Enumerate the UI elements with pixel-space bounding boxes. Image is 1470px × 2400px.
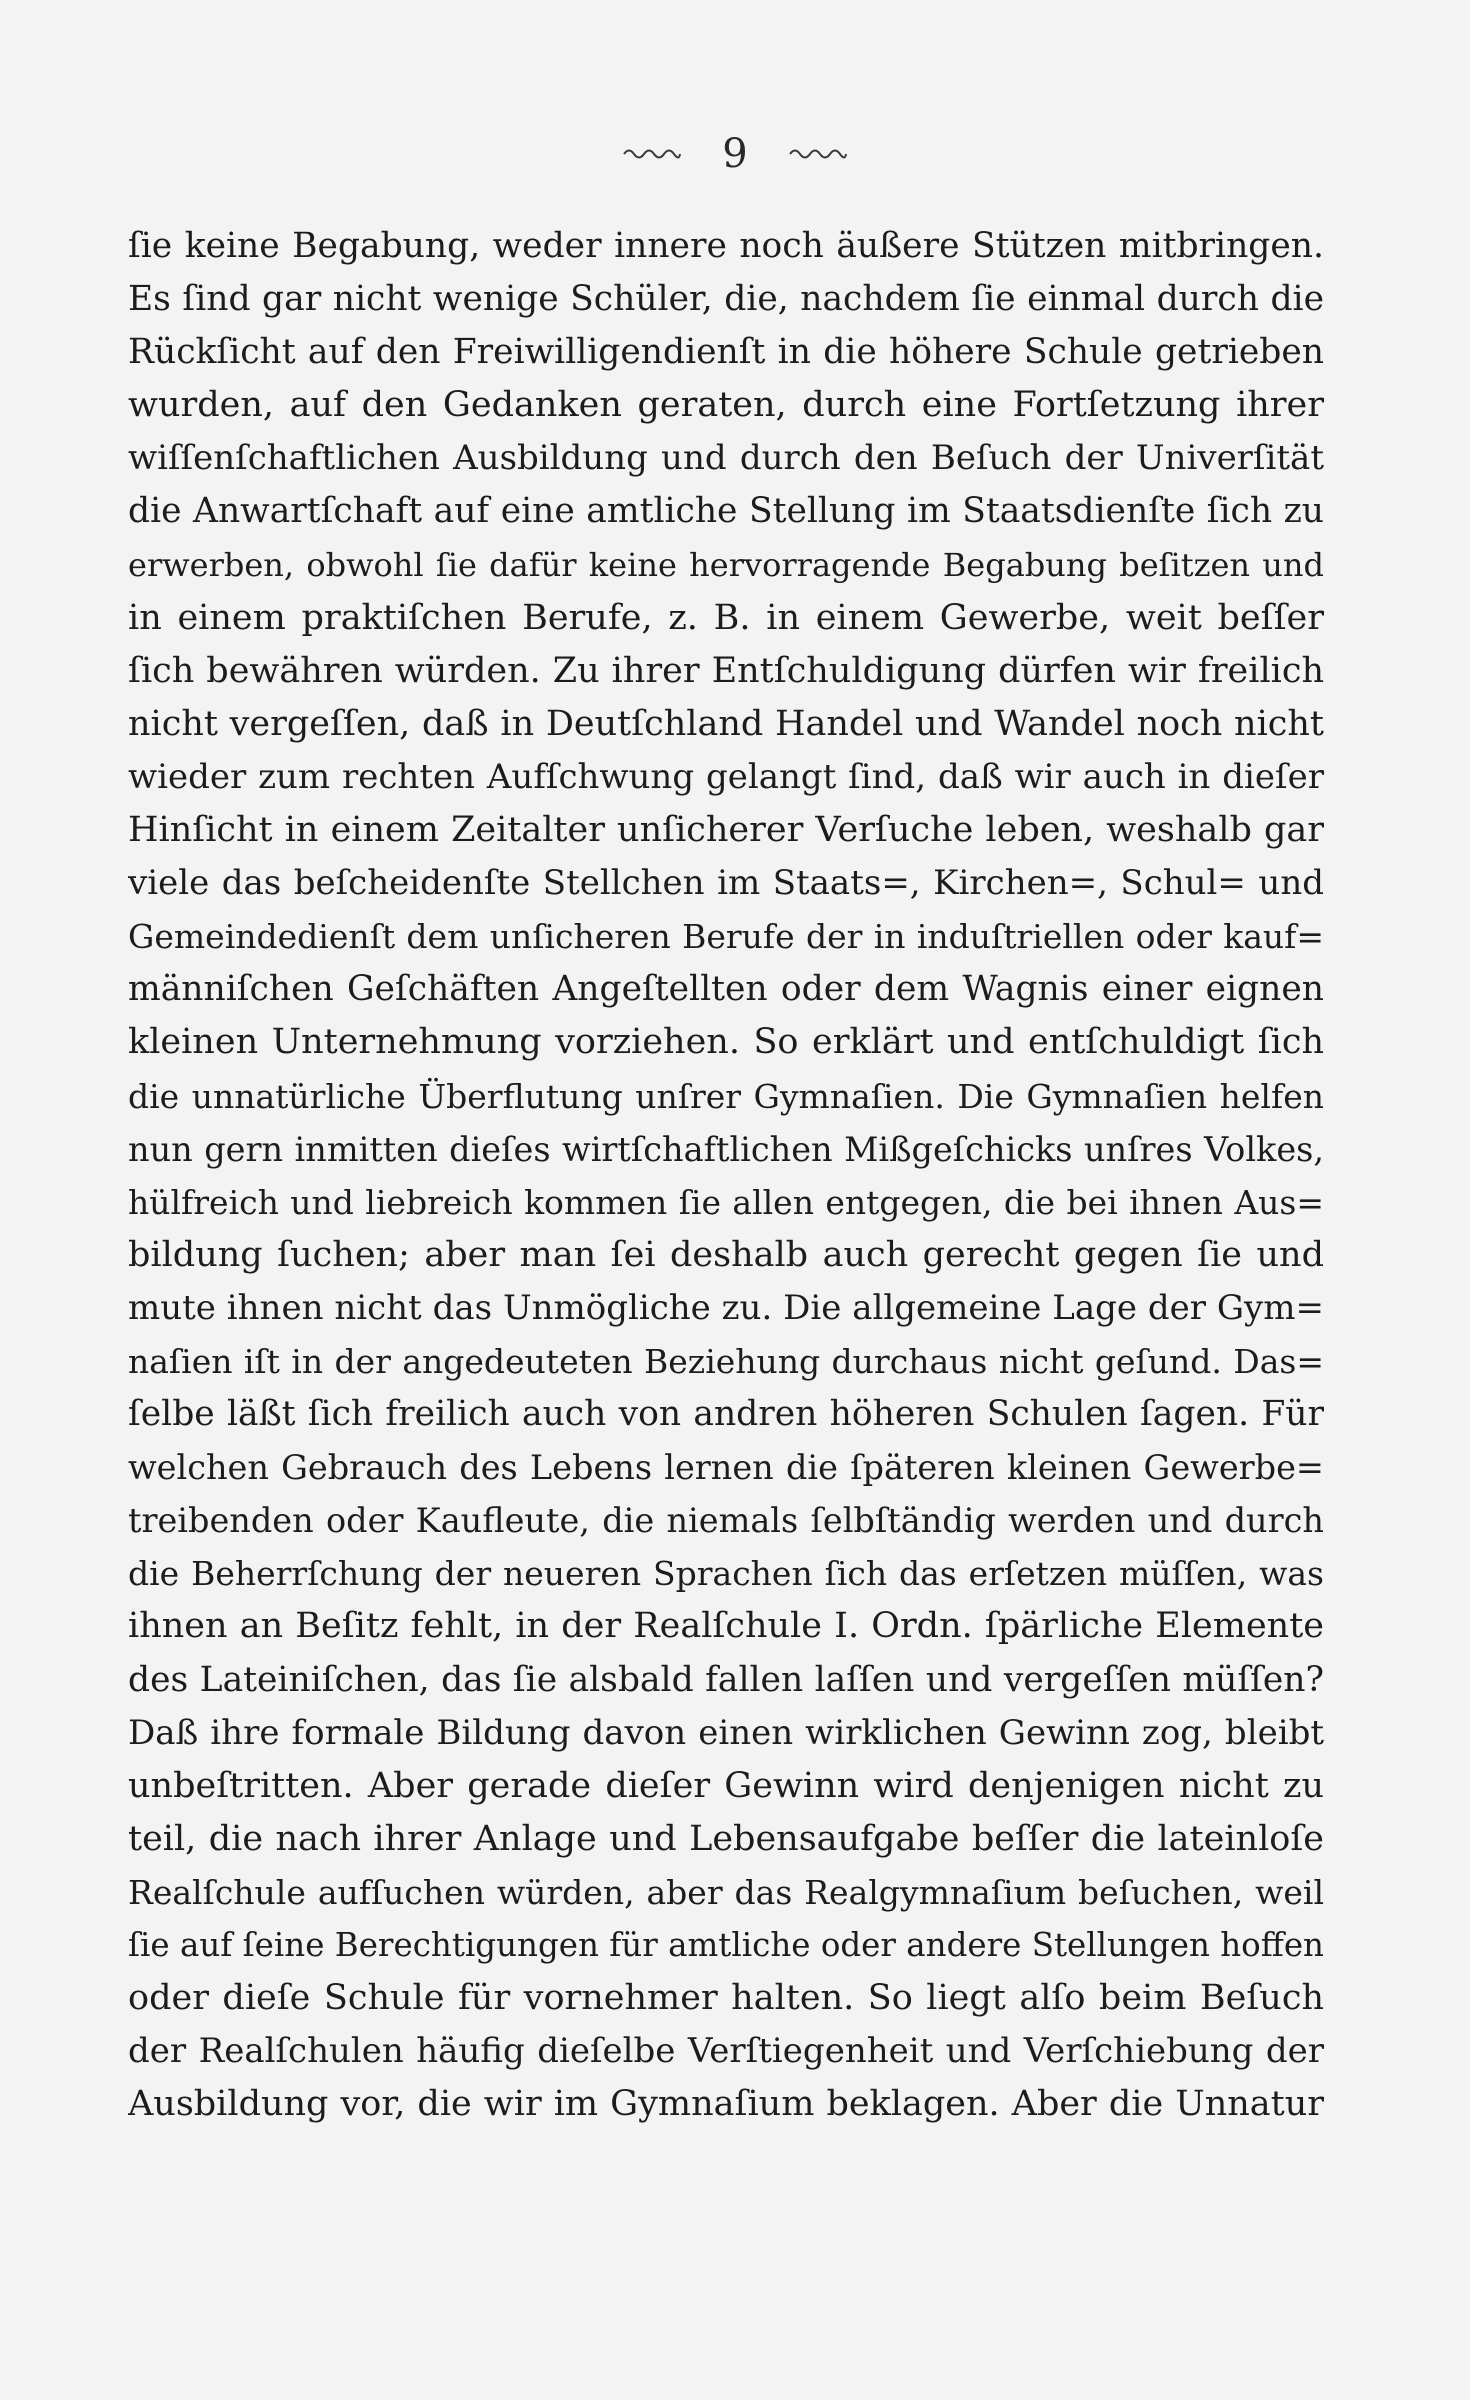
text-line: ſich bewähren würden. Zu ihrer Entſchuldigung dürfen wir freilich xyxy=(128,650,1324,691)
text-line: wieder zum rechten Aufſchwung gelangt ſind, daß wir auch in dieſer xyxy=(128,756,1324,797)
page-number: 9 xyxy=(722,131,748,177)
text-line: treibenden oder Kaufleute, die niemals ſelbſtändig werden und durch xyxy=(128,1501,1324,1541)
text-line: nicht vergeſſen, daß in Deutſchland Handel und Wandel noch nicht xyxy=(128,703,1324,744)
text-line: die Anwartſchaft auf eine amtliche Stellung im Staatsdienſte ſich zu xyxy=(128,491,1324,532)
text-line: der Realſchulen häufig dieſelbe Verſtiegenheit und Verſchiebung der xyxy=(128,2031,1324,2072)
text-line: ſie auf ſeine Berechtigungen für amtliche oder andere Stellungen hoffen xyxy=(128,1926,1324,1964)
text-line: ihnen an Beſitz fehlt, in der Realſchule I. Ordn. ſpärliche Elemente xyxy=(128,1606,1324,1647)
text-line: Realſchule aufſuchen würden, aber das Realgymnaſium beſuchen, weil xyxy=(128,1872,1324,1912)
text-line: naſien iſt in der angedeuteten Beziehung durchaus nicht geſund. Das= xyxy=(128,1341,1324,1381)
text-line: wiſſenſchaftlichen Ausbildung und durch den Beſuch der Univerſität xyxy=(128,438,1324,479)
text-line: mute ihnen nicht das Unmögliche zu. Die allgemeine Lage der Gym= xyxy=(128,1287,1324,1328)
text-line: in einem praktiſchen Berufe, z. B. in einem Gewerbe, weit beſſer xyxy=(128,597,1324,638)
text-line: Hinſicht in einem Zeitalter unſicherer Verſuche leben, weshalb gar xyxy=(128,810,1324,851)
text-line: teil, die nach ihrer Anlage und Lebensaufgabe beſſer die lateinloſe xyxy=(128,1818,1324,1859)
text-line: kleinen Unternehmung vorziehen. So erklärt und entſchuldigt ſich xyxy=(128,1022,1324,1063)
text-line: unbeſtritten. Aber gerade dieſer Gewinn wird denjenigen nicht zu xyxy=(128,1765,1324,1806)
text-line: nun gern inmitten dieſes wirtſchaftlichen Mißgeſchicks unſres Volkes, xyxy=(128,1129,1324,1169)
text-line: bildung ſuchen; aber man ſei deshalb auch gerecht gegen ſie und xyxy=(128,1234,1324,1275)
text-line: die unnatürliche Überflutung unſrer Gymnaſien. Die Gymnaſien helfen xyxy=(128,1076,1324,1116)
text-line: erwerben, obwohl ſie dafür keine hervorragende Begabung beſitzen und xyxy=(128,545,1324,584)
text-line: wurden, auf den Gedanken geraten, durch eine Fortſetzung ihrer xyxy=(128,385,1324,426)
page-header xyxy=(0,128,1470,177)
body-text xyxy=(128,220,1324,2131)
left-ornament-icon xyxy=(622,144,682,164)
text-line: ſelbe läßt ſich freilich auch von andren höheren Schulen ſagen. Für xyxy=(128,1394,1324,1435)
text-line: männiſchen Geſchäften Angeſtellten oder dem Wagnis einer eignen xyxy=(128,969,1324,1010)
text-line: viele das beſcheidenſte Stellchen im Staats=, Kirchen=, Schul= und xyxy=(128,863,1324,904)
right-ornament-icon xyxy=(788,144,848,164)
text-line: Es ſind gar nicht wenige Schüler, die, nachdem ſie einmal durch die xyxy=(128,279,1324,320)
text-line: des Lateiniſchen, das ſie alsbald fallen laſſen und vergeſſen müſſen? xyxy=(128,1659,1324,1700)
text-line: welchen Gebrauch des Lebens lernen die ſpäteren kleinen Gewerbe= xyxy=(128,1448,1324,1488)
text-line: hülfreich und liebreich kommen ſie allen entgegen, die bei ihnen Aus= xyxy=(128,1182,1324,1222)
text-line: die Beherrſchung der neueren Sprachen ſich das erſetzen müſſen, was xyxy=(128,1554,1324,1594)
text-line: Rückſicht auf den Freiwilligendienſt in die höhere Schule getrieben xyxy=(128,332,1324,373)
text-line: Gemeindedienſt dem unſicheren Berufe der in induſtriellen oder kauf= xyxy=(128,917,1324,957)
text-line: ſie keine Begabung, weder innere noch äußere Stützen mitbringen. xyxy=(128,226,1324,266)
text-line: Daß ihre formale Bildung davon einen wirklichen Gewinn zog, bleibt xyxy=(128,1712,1324,1753)
text-line: oder dieſe Schule für vornehmer halten. So liegt alſo beim Beſuch xyxy=(128,1978,1324,2019)
text-line: Ausbildung vor, die wir im Gymnaſium beklagen. Aber die Unnatur xyxy=(128,2084,1324,2125)
